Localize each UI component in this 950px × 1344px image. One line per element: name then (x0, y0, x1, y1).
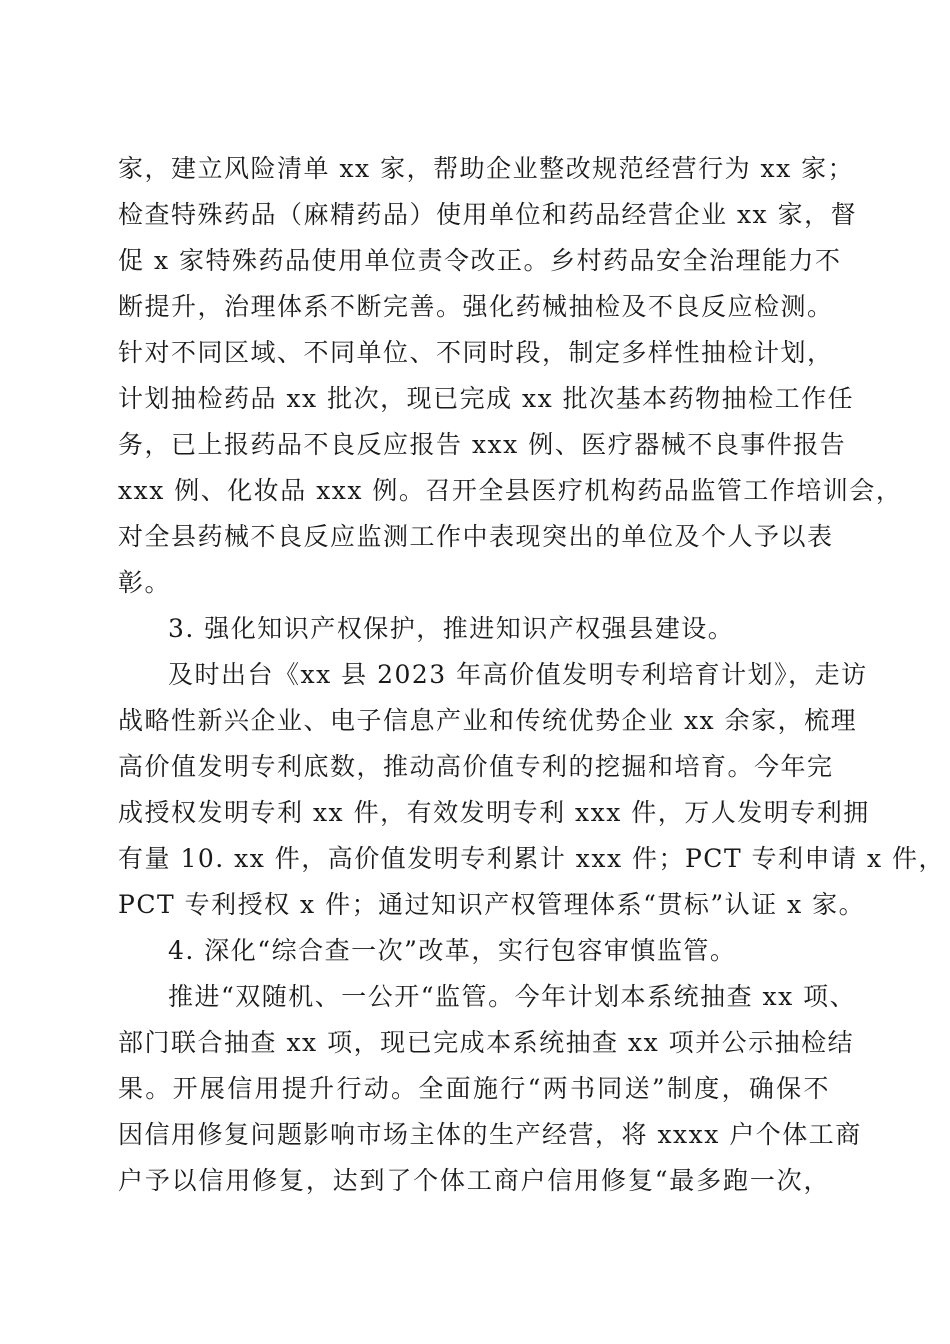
text-line: 彰。 (118, 568, 172, 597)
section-heading-3: 3. 强化知识产权保护，推进知识产权强县建设。 (168, 614, 735, 643)
text-line: 针对不同区域、不同单位、不同时段，制定多样性抽检计划， (118, 338, 834, 367)
text-line: 高价值发明专利底数，推动高价值专利的挖掘和培育。今年完 (118, 752, 834, 781)
text-line: 因信用修复问题影响市场主体的生产经营，将 xxxx 户个体工商 (118, 1120, 862, 1149)
text-line: 断提升，治理体系不断完善。强化药械抽检及不良反应检测。 (118, 292, 834, 321)
text-line: 成授权发明专利 xx 件，有效发明专利 xxx 件，万人发明专利拥 (118, 798, 870, 827)
text-line: 推进“双随机、一公开“监管。今年计划本系统抽查 xx 项、 (168, 982, 857, 1011)
text-line: 战略性新兴企业、电子信息产业和传统优势企业 xx 余家，梳理 (118, 706, 858, 735)
text-line: 对全县药械不良反应监测工作中表现突出的单位及个人予以表 (118, 522, 834, 551)
text-line: 务，已上报药品不良反应报告 xxx 例、医疗器械不良事件报告 (118, 430, 847, 459)
text-line: 家，建立风险清单 xx 家，帮助企业整改规范经营行为 xx 家； (118, 154, 855, 183)
text-line: 检查特殊药品（麻精药品）使用单位和药品经营企业 xx 家，督 (118, 200, 858, 229)
text-line: 有量 10. xx 件，高价值发明专利累计 xxx 件；PCT 专利申请 x 件， (118, 844, 946, 873)
text-line: xxx 例、化妆品 xxx 例。召开全县医疗机构药品监管工作培训会， (118, 476, 903, 505)
section-heading-4: 4. 深化“综合查一次”改革，实行包容审慎监管。 (168, 936, 737, 965)
text-line: 户予以信用修复，达到了个体工商户信用修复“最多跑一次， (118, 1166, 830, 1195)
body-text (118, 146, 946, 1204)
text-line: 促 x 家特殊药品使用单位责令改正。乡村药品安全治理能力不 (118, 246, 842, 275)
text-line: 果。开展信用提升行动。全面施行“两书同送”制度，确保不 (118, 1074, 830, 1103)
text-line: 部门联合抽查 xx 项，现已完成本系统抽查 xx 项并公示抽检结 (118, 1028, 855, 1057)
text-line: 计划抽检药品 xx 批次，现已完成 xx 批次基本药物抽检工作任 (118, 384, 855, 413)
text-line: 及时出台《xx 县 2023 年高价值发明专利培育计划》，走访 (168, 660, 868, 689)
text-line: PCT 专利授权 x 件；通过知识产权管理体系“贯标”认证 x 家。 (118, 890, 866, 919)
